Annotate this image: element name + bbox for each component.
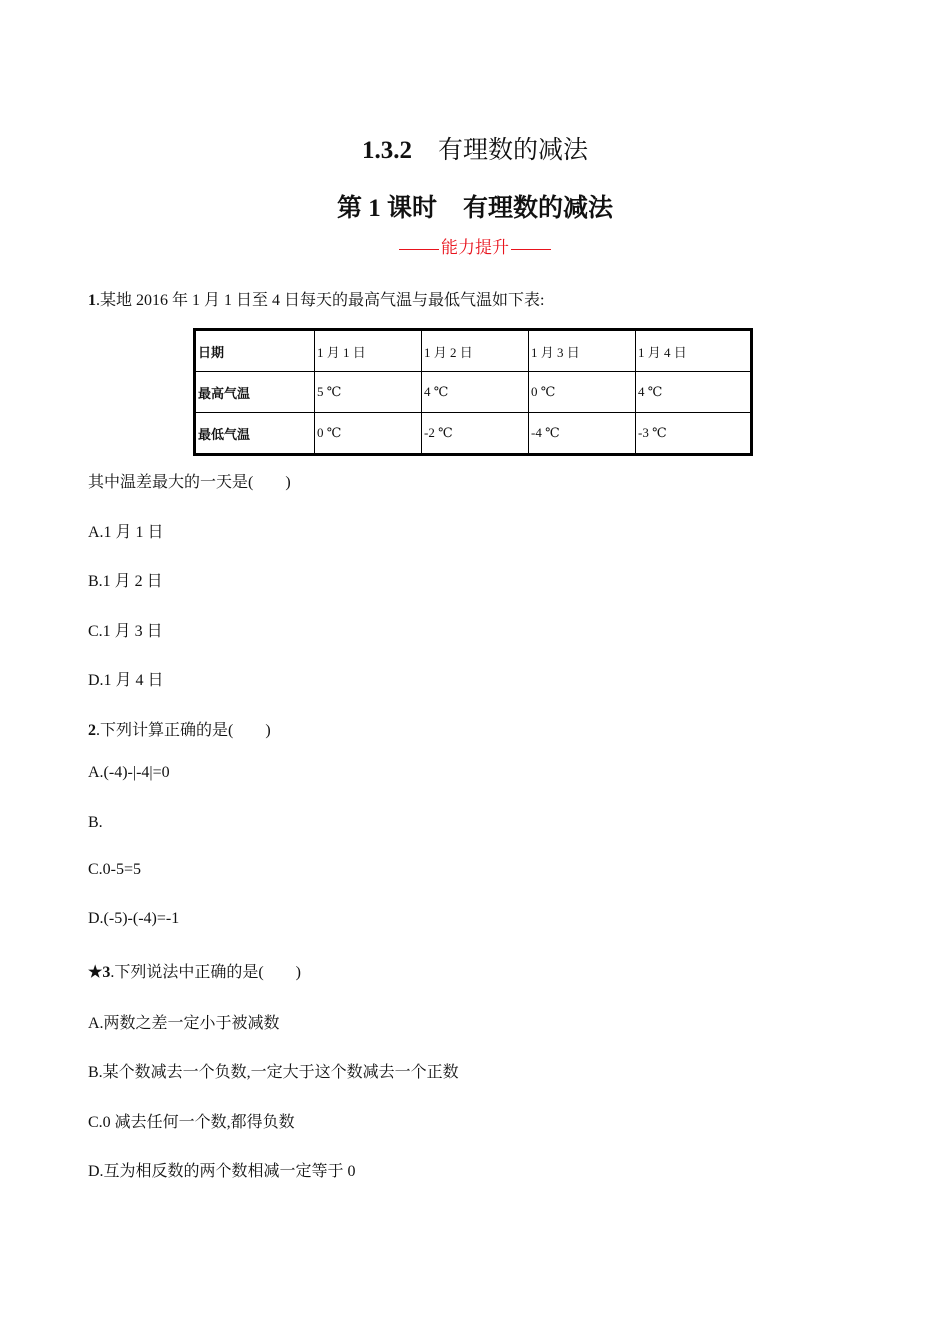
table-row-low (195, 413, 752, 455)
table-cell: -2 ℃ (422, 413, 529, 455)
table-cell: 4 ℃ (636, 372, 752, 413)
q2-option-b: B. (88, 814, 103, 831)
table-cell: 0 ℃ (529, 372, 636, 413)
lesson-number: 1.3.2 (361, 137, 412, 164)
q2-option-d: D.(-5)-(-4)=-1 (88, 910, 180, 927)
table-cell: 日期 (195, 330, 315, 372)
q3-option-d: D.互为相反数的两个数相减一定等于 0 (88, 1163, 356, 1180)
table-row-high (195, 372, 752, 413)
q1-option-d: D.1 月 4 日 (88, 672, 164, 689)
table-cell: -4 ℃ (529, 413, 636, 455)
q1-option-b: B.1 月 2 日 (88, 573, 163, 590)
section-rule-left (399, 249, 439, 250)
section-heading (0, 233, 950, 258)
table-cell: 5 ℃ (315, 372, 422, 413)
q1-option-a: A.1 月 1 日 (88, 524, 164, 541)
q2-option-a: A.(-4)-|-4|=0 (88, 764, 170, 781)
table-cell: 0 ℃ (315, 413, 422, 455)
subtitle-period: 第 1 课时 (336, 195, 437, 222)
q3-number: ★3 (88, 964, 111, 981)
section-label: 能力提升 (441, 238, 509, 257)
q3-stem-text: .下列说法中正确的是( ) (110, 964, 302, 981)
section-rule-right (511, 249, 551, 250)
lesson-title-text: 有理数的减法 (437, 137, 588, 164)
q1-stem-text: .某地 2016 年 1 月 1 日至 4 日每天的最高气温与最低气温如下表: (96, 292, 545, 309)
table-cell: 最低气温 (195, 413, 315, 455)
table-cell: 1 月 4 日 (636, 330, 752, 372)
q3-option-b: B.某个数减去一个负数,一定大于这个数减去一个正数 (88, 1064, 459, 1081)
temperature-table (193, 328, 753, 456)
table-cell: -3 ℃ (636, 413, 752, 455)
q1-question: 其中温差最大的一天是( ) (88, 474, 291, 491)
table-cell: 1 月 2 日 (422, 330, 529, 372)
q3-option-c: C.0 减去任何一个数,都得负数 (88, 1114, 295, 1131)
q1-stem (88, 287, 544, 310)
table-row-date (195, 330, 752, 372)
subtitle-topic: 有理数的减法 (463, 195, 614, 222)
lesson-subtitle (0, 188, 950, 224)
q3-stem (88, 959, 301, 982)
q2-number: 2 (88, 722, 96, 739)
q2-stem-text: .下列计算正确的是( ) (96, 722, 271, 739)
table-cell: 1 月 1 日 (315, 330, 422, 372)
q1-number: 1 (88, 292, 96, 309)
table-cell: 1 月 3 日 (529, 330, 636, 372)
table-cell: 最高气温 (195, 372, 315, 413)
table-cell: 4 ℃ (422, 372, 529, 413)
q2-stem (88, 717, 271, 740)
q3-option-a: A.两数之差一定小于被减数 (88, 1015, 280, 1032)
lesson-title (0, 130, 950, 166)
q2-option-c: C.0-5=5 (88, 861, 142, 878)
q1-option-c: C.1 月 3 日 (88, 623, 163, 640)
